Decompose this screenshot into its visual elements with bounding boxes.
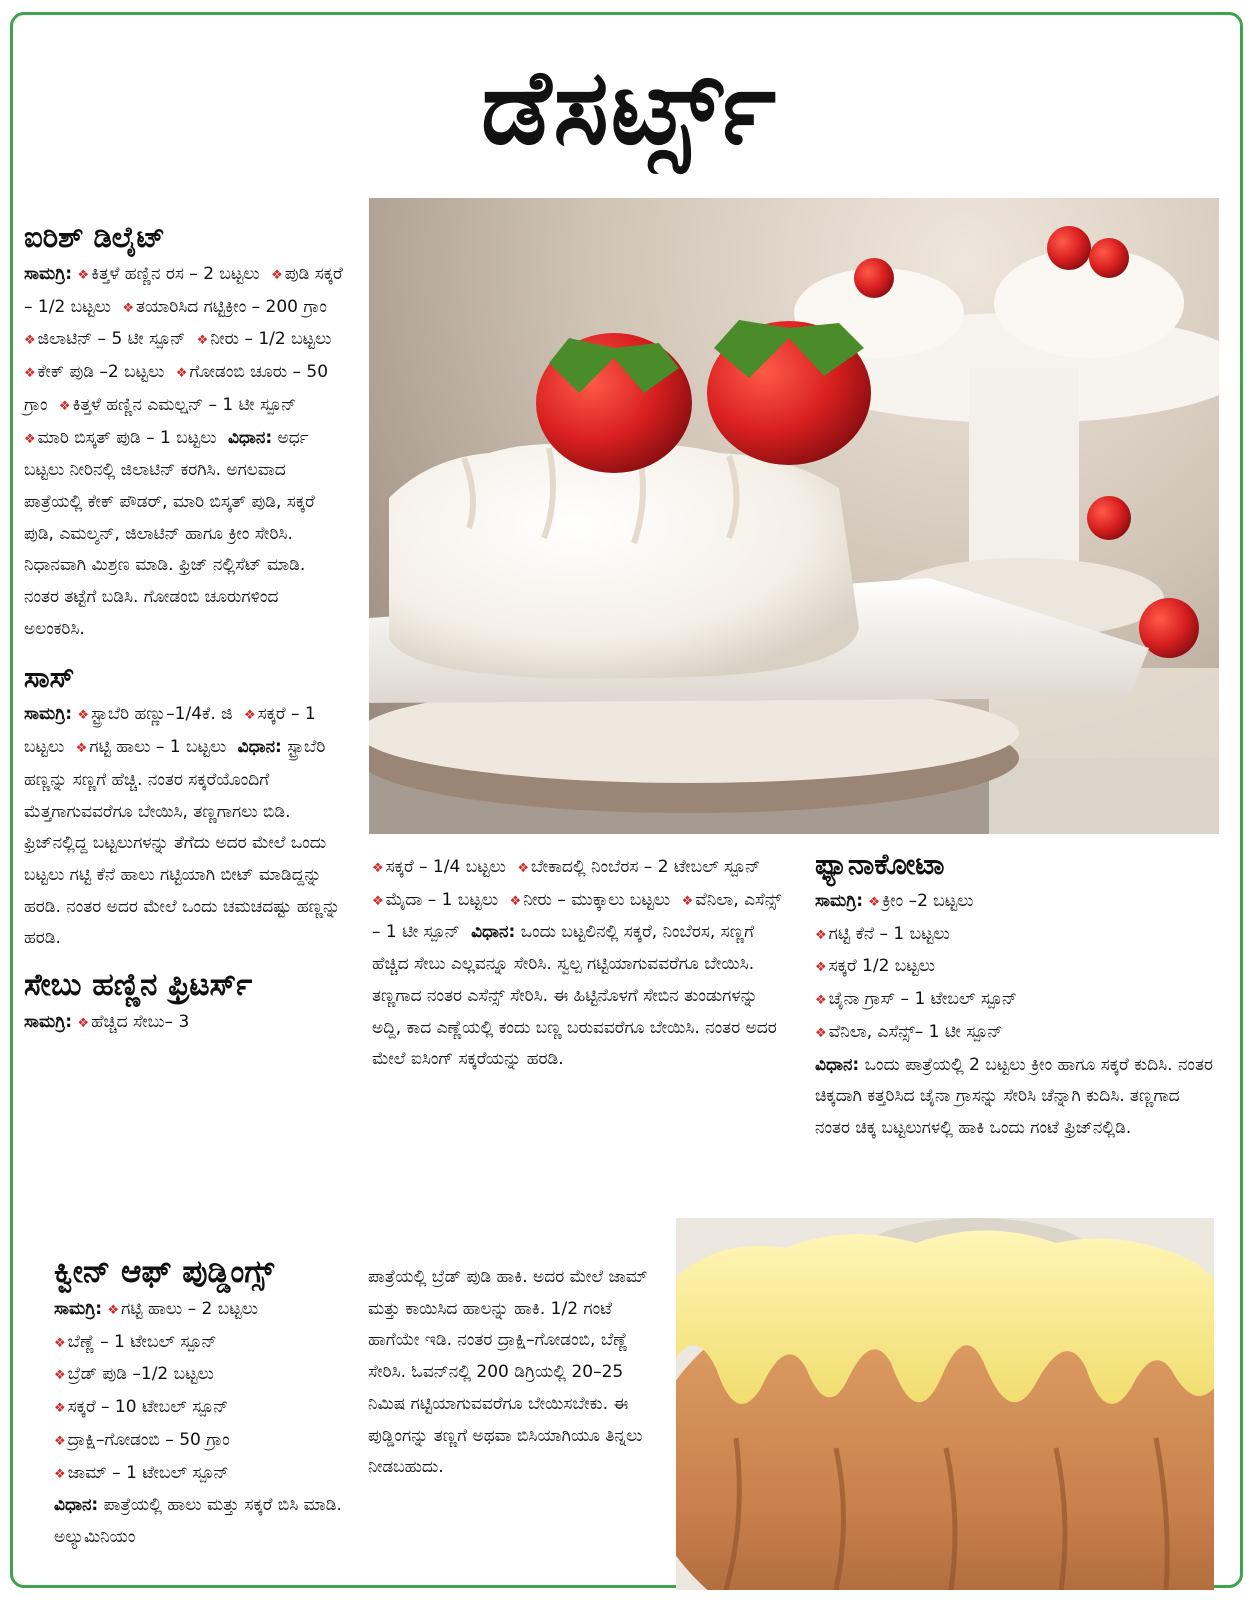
sauce-method: ಸ್ಟ್ರಾಬೆರಿ ಹಣ್ಣನ್ನು ಸಣ್ಣಗೆ ಹೆಚ್ಚಿ. ನಂತರ ಸಕ್ಕರೆಯೊಂದಿಗೆ ಮೆತ್ತಗಾಗುವವರೆಗೂ ಬೇಯಿಸಿ, ತಣ್ಣಗಾಗಲು ಬಿಡಿ. ಫ್ರಿಜ್‌ನಲ್ಲಿದ್ದ ಬಟ್ಟಲುಗಳನ್ನು ತೆಗೆದು ಅದರ ಮೇಲೆ ಒಂದು ಬಟ್ಟಲು ಗಟ್ಟಿ ಕೆನೆ ಹಾಲು ಗಟ್ಟಿಯಾಗಿ ಬೀಟ್ ಮಾಡಿದ್ದನ್ನು ಹರಡಿ. ನಂತರ ಅದರ ಮೇಲೆ ಒಂದು ಚಮಚದಷ್ಟು ಹಣ್ಣನ್ನು ಹರಡಿ. bbox=[24, 737, 341, 949]
fritters-item: ಹೆಚ್ಚಿದ ಸೇಬು– 3 bbox=[91, 1012, 190, 1033]
queen-pudding-continued bbox=[368, 1262, 648, 1484]
sauce-heading: ಸಾಸ್ bbox=[24, 660, 75, 695]
diamond-bullet-icon: ❖ bbox=[75, 741, 88, 757]
panna-cotta-heading: ಫ್ಯಾನಾಕೋಟಾ bbox=[815, 847, 945, 881]
diamond-bullet-icon: ❖ bbox=[868, 895, 881, 910]
irish-delight-heading: ಐರಿಶ್ ಡಿಲೈಟ್ bbox=[24, 220, 165, 254]
diamond-bullet-icon: ❖ bbox=[24, 333, 36, 349]
sauce-item: ಸಕ್ಕರೆ – 1 ಬಟ್ಟಲು bbox=[24, 704, 316, 758]
irish-item: ಕಿತ್ತಳೆ ಹಣ್ಣಿನ ಎಮಲ್ಷನ್ – 1 ಟೀ ಸ್ಪೂನ್ bbox=[72, 394, 297, 415]
queen-method: ಪಾತ್ರೆಯಲ್ಲಿ ಹಾಲು ಮತ್ತು ಸಕ್ಕರೆ ಬಿಸಿ ಮಾಡಿ. ಅಲ್ಯುಮಿನಿಯಂ bbox=[54, 1495, 342, 1547]
irish-item: ಪುಡಿ ಸಕ್ಕರೆ – 1/2 ಬಟ್ಟಲು bbox=[24, 264, 343, 317]
diamond-bullet-icon: ❖ bbox=[815, 927, 827, 943]
diamond-bullet-icon: ❖ bbox=[372, 893, 384, 909]
diamond-bullet-icon: ❖ bbox=[517, 861, 530, 876]
sauce-method-label: ವಿಧಾನ: bbox=[237, 737, 282, 758]
fritters-body-start bbox=[24, 1007, 344, 1040]
irish-item: ತಯಾರಿಸಿದ ಗಟ್ಟಿಕ್ರೀಂ – 200 ಗ್ರಾಂ bbox=[136, 296, 327, 317]
diamond-bullet-icon: ❖ bbox=[815, 993, 827, 1009]
irish-ingredients-label: ಸಾಮಗ್ರಿ: bbox=[24, 264, 73, 284]
panna-method-label: ವಿಧಾನ: bbox=[815, 1054, 860, 1075]
queen-item: ಸಕ್ಕರೆ – 10 ಟೇಬಲ್ ಸ್ಪೂನ್ bbox=[67, 1397, 229, 1418]
queen-method-continued: ಪಾತ್ರೆಯಲ್ಲಿ ಬ್ರೆಡ್ ಪುಡಿ ಹಾಕಿ. ಅದರ ಮೇಲೆ ಜಾಮ್ ಮತ್ತು ಕಾಯಿಸಿದ ಹಾಲನ್ನು ಹಾಕಿ. 1/2 ಗಂಟೆ ಹಾಗೆಯೇ ಇಡಿ. ನಂತರ ದ್ರಾಕ್ಷಿ–ಗೋಡಂಬಿ, ಬೆಣ್ಣೆ ಸೇರಿಸಿ. ಓವನ್‌ನಲ್ಲಿ 200 ಡಿಗ್ರಿಯಲ್ಲಿ 20–25 ನಿಮಿಷ ಗಟ್ಟಿಯಾಗುವವರೆಗೂ ಬೇಯಿಸಬೇಕು. ಈ ಪುಡ್ಡಿಂಗನ್ನು ತಣ್ಣಗೆ ಅಥವಾ ಬಿಸಿಯಾಗಿಯೂ ತಿನ್ನಲು ನೀಡಬಹುದು. bbox=[368, 1267, 648, 1478]
diamond-bullet-icon: ❖ bbox=[58, 398, 71, 414]
sauce-ingredients-label: ಸಾಮಗ್ರಿ: bbox=[24, 704, 73, 725]
panna-item: ಸಕ್ಕರೆ 1/2 ಬಟ್ಟಲು bbox=[828, 956, 936, 977]
irish-item: ಗೋಡಂಬಿ ಚೂರು – 50 ಗ್ರಾಂ bbox=[24, 362, 329, 415]
irish-delight-body bbox=[24, 259, 344, 645]
bundt-cake-illustration bbox=[676, 1218, 1214, 1590]
middle-column bbox=[372, 852, 792, 1076]
fritters-method: ಒಂದು ಬಟ್ಟಲಿನಲ್ಲಿ ಸಕ್ಕರೆ, ನಿಂಬೆರಸ, ಸಣ್ಣಗೆ ಹೆಚ್ಚಿದ ಸೇಬು ಎಲ್ಲವನ್ನೂ ಸೇರಿಸಿ. ಸ್ವಲ್ಪ ಗಟ್ಟಿಯಾಗುವವರೆಗೂ ಬೇಯಿಸಿ. ತಣ್ಣಗಾದ ನಂತರ ಎಸೆನ್ಸ್ ಸೇರಿಸಿ. ಈ ಹಿಟ್ಟಿನೊಳಗೆ ಸೇಬಿನ ತುಂಡುಗಳನ್ನು ಅದ್ದಿ, ಕಾದ ಎಣ್ಣೆಯಲ್ಲಿ ಕಂದು ಬಣ್ಣ ಬರುವವರೆಗೂ ಬೇಯಿಸಿ. ನಂತರ ಅದರ ಮೇಲೆ ಐಸಿಂಗ್ ಸಕ್ಕರೆಯನ್ನು ಹರಡಿ. bbox=[372, 922, 777, 1070]
page-title: ಡೆಸರ್ಟ್ಸ್ bbox=[480, 46, 779, 168]
fritters-method-label: ವಿಧಾನ: bbox=[471, 922, 516, 943]
queen-ingredients-label: ಸಾಮಗ್ರಿ: bbox=[54, 1299, 103, 1319]
queen-pudding-body bbox=[54, 1294, 344, 1554]
diamond-bullet-icon: ❖ bbox=[54, 1466, 66, 1482]
irish-item: ಕಿತ್ತಳೆ ಹಣ್ಣಿನ ರಸ – 2 ಬಟ್ಟಲು bbox=[91, 264, 260, 284]
diamond-bullet-icon: ❖ bbox=[77, 268, 90, 283]
irish-item: ನೀರು – 1/2 ಬಟ್ಟಲು bbox=[210, 329, 332, 350]
irish-method-label: ವಿಧಾನ: bbox=[227, 427, 273, 448]
panna-cotta-photo bbox=[369, 198, 1219, 834]
diamond-bullet-icon: ❖ bbox=[681, 893, 694, 909]
diamond-bullet-icon: ❖ bbox=[107, 1303, 120, 1318]
fritters-item: ಸಕ್ಕರೆ – 1/4 ಬಟ್ಟಲು bbox=[385, 857, 506, 877]
panna-ingredients-label: ಸಾಮಗ್ರಿ: bbox=[815, 891, 864, 911]
panna-cotta-illustration bbox=[369, 198, 1219, 834]
sauce-item: ಸ್ಟ್ರಾಬೆರಿ ಹಣ್ಣು–1/4ಕೆ. ಜಿ bbox=[91, 704, 233, 725]
panna-method: ಒಂದು ಪಾತ್ರೆಯಲ್ಲಿ 2 ಬಟ್ಟಲು ಕ್ರೀಂ ಹಾಗೂ ಸಕ್ಕರೆ ಕುದಿಸಿ. ನಂತರ ಚಿಕ್ಕದಾಗಿ ಕತ್ತರಿಸಿದ ಚೈನಾ ಗ್ರಾಸನ್ನು ಸೇರಿಸಿ ಚೆನ್ನಾಗಿ ಕುದಿಸಿ. ತಣ್ಣಗಾದ ನಂತರ ಚಿಕ್ಕ ಬಟ್ಟಲುಗಳಲ್ಲಿ ಹಾಕಿ ಒಂದು ಗಂಟೆ ಫ್ರಿಜ್‌ನಲ್ಲಿಡಿ. bbox=[815, 1054, 1213, 1138]
diamond-bullet-icon: ❖ bbox=[509, 893, 522, 909]
queen-item: ದ್ರಾಕ್ಷಿ–ಗೋಡಂಬಿ – 50 ಗ್ರಾಂ bbox=[67, 1429, 230, 1450]
right-column bbox=[815, 842, 1220, 1145]
queen-item: ಬೆಣ್ಣೆ – 1 ಟೇಬಲ್ ಸ್ಪೂನ್ bbox=[67, 1331, 217, 1352]
sauce-body bbox=[24, 699, 344, 955]
queen-pudding-heading: ಕ್ವೀನ್ ಆಫ್ ಪುಡ್ಡಿಂಗ್ಸ್ bbox=[54, 1254, 275, 1290]
panna-cotta-body bbox=[815, 886, 1220, 1145]
queen-method-label: ವಿಧಾನ: bbox=[54, 1495, 99, 1516]
diamond-bullet-icon: ❖ bbox=[372, 861, 384, 876]
fritters-item: ವೆನಿಲಾ, ಎಸೆನ್ಸ್ – 1 ಟೀ ಸ್ಪೂನ್ bbox=[372, 889, 782, 943]
fritters-heading: ಸೇಬು ಹಣ್ಣಿನ ಫ್ರಿಟರ್ಸ್ bbox=[24, 967, 253, 1004]
diamond-bullet-icon: ❖ bbox=[24, 366, 36, 382]
diamond-bullet-icon: ❖ bbox=[196, 333, 209, 349]
diamond-bullet-icon: ❖ bbox=[77, 1016, 90, 1032]
diamond-bullet-icon: ❖ bbox=[54, 1368, 66, 1384]
diamond-bullet-icon: ❖ bbox=[54, 1433, 66, 1449]
diamond-bullet-icon: ❖ bbox=[77, 708, 90, 724]
left-column bbox=[24, 215, 344, 1040]
fritters-ingredients-label: ಸಾಮಗ್ರಿ: bbox=[24, 1012, 73, 1033]
diamond-bullet-icon: ❖ bbox=[122, 300, 134, 316]
queen-item: ಗಟ್ಟಿ ಹಾಲು – 2 ಬಟ್ಟಲು bbox=[121, 1299, 258, 1319]
diamond-bullet-icon: ❖ bbox=[54, 1335, 66, 1351]
diamond-bullet-icon: ❖ bbox=[175, 366, 188, 382]
diamond-bullet-icon: ❖ bbox=[243, 708, 256, 724]
irish-item: ಕೇಕ್ ಪುಡಿ –2 ಬಟ್ಟಲು bbox=[37, 362, 165, 383]
fritters-item: ನೀರು – ಮುಕ್ಕಾಲು ಬಟ್ಟಲು bbox=[523, 889, 671, 910]
panna-item: ಚೈನಾ ಗ್ರಾಸ್ – 1 ಟೇಬಲ್ ಸ್ಪೂನ್ bbox=[828, 989, 1017, 1010]
queen-item: ಬ್ರೆಡ್ ಪುಡಿ –1/2 ಬಟ್ಟಲು bbox=[67, 1364, 214, 1385]
bundt-cake-photo bbox=[676, 1218, 1214, 1590]
irish-item: ಮಾರಿ ಬಿಸ್ಕತ್ ಪುಡಿ – 1 ಬಟ್ಟಲು bbox=[37, 427, 217, 448]
diamond-bullet-icon: ❖ bbox=[815, 960, 827, 976]
diamond-bullet-icon: ❖ bbox=[815, 1025, 827, 1041]
queen-item: ಜಾಮ್ – 1 ಟೇಬಲ್ ಸ್ಪೂನ್ bbox=[67, 1462, 229, 1483]
queen-pudding-column bbox=[54, 1250, 344, 1554]
panna-item: ವೆನಿಲಾ, ಎಸೆನ್ಸ್– 1 ಟೀ ಸ್ಪೂನ್ bbox=[828, 1021, 1003, 1042]
sauce-item: ಗಟ್ಟಿ ಹಾಲು – 1 ಬಟ್ಟಲು bbox=[89, 737, 227, 758]
irish-item: ಜಿಲಾಟಿನ್ – 5 ಟೀ ಸ್ಪೂನ್ bbox=[37, 329, 186, 350]
diamond-bullet-icon: ❖ bbox=[24, 431, 36, 447]
fritters-item: ಮೈದಾ – 1 ಬಟ್ಟಲು bbox=[385, 889, 499, 910]
irish-method: ಅರ್ಧ ಬಟ್ಟಲು ನೀರಿನಲ್ಲಿ ಜಿಲಾಟಿನ್ ಕರಗಿಸಿ. ಅಗಲವಾದ ಪಾತ್ರೆಯಲ್ಲಿ ಕೇಕ್ ಪೌಡರ್, ಮಾರಿ ಬಿಸ್ಕತ್ ಪುಡಿ, ಸಕ್ಕರೆ ಪುಡಿ, ಎಮಲ್ಶನ್, ಜಿಲಾಟಿನ್ ಹಾಗೂ ಕ್ರೀಂ ಸೇರಿಸಿ. ನಿಧಾನವಾಗಿ ಮಿಶ್ರಣ ಮಾಡಿ. ಫ್ರಿಜ್ ನಲ್ಲಿಸೆಟ್ ಮಾಡಿ. ನಂತರ ತಟ್ಟೆಗೆ ಬಡಿಸಿ. ಗೋಡಂಬಿ ಚೂರುಗಳಿಂದ ಅಲಂಕರಿಸಿ. bbox=[24, 427, 315, 639]
fritters-item: ಬೇಕಾದಲ್ಲಿ ನಿಂಬೆರಸ – 2 ಟೇಬಲ್ ಸ್ಪೂನ್ bbox=[531, 857, 761, 877]
diamond-bullet-icon: ❖ bbox=[271, 268, 283, 283]
panna-item: ಗಟ್ಟಿ ಕೆನೆ – 1 ಬಟ್ಟಲು bbox=[828, 923, 950, 944]
diamond-bullet-icon: ❖ bbox=[54, 1401, 66, 1417]
fritters-body bbox=[372, 852, 792, 1076]
panna-item: ಕ್ರೀಂ –2 ಬಟ್ಟಲು bbox=[882, 891, 974, 911]
